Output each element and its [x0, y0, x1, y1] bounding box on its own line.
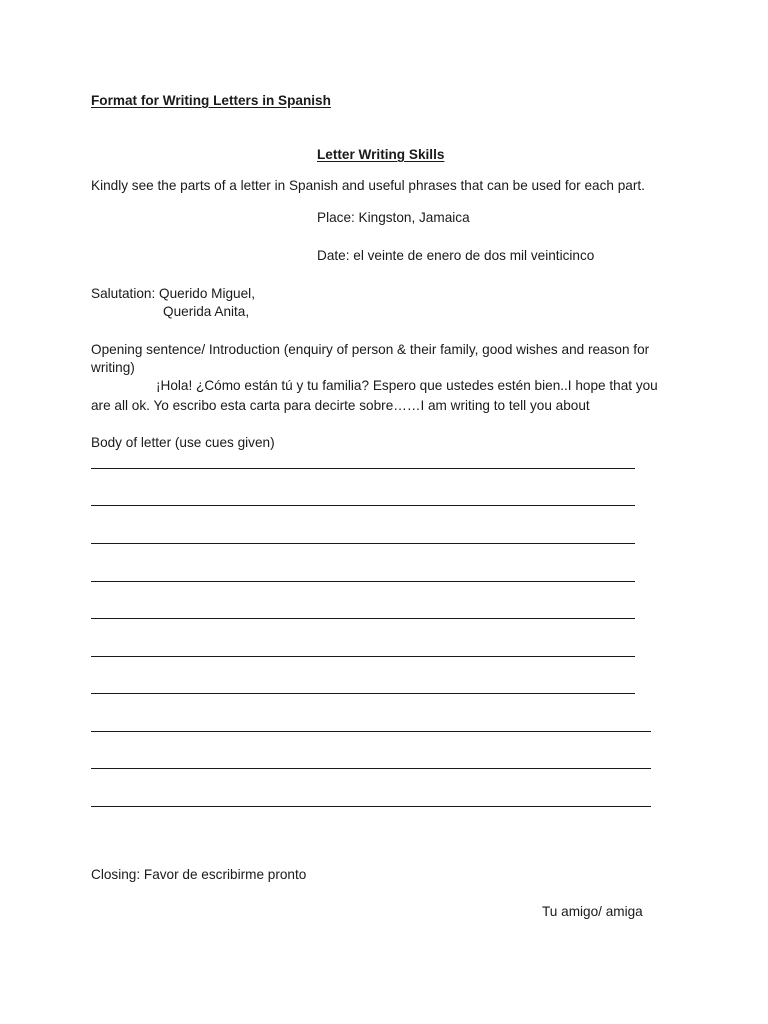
body-label: Body of letter (use cues given): [91, 435, 275, 450]
opening-line-4: are all ok. Yo escribo esta carta para decirte sobre……I am writing to tell you about: [91, 398, 590, 413]
date-line: Date: el veinte de enero de dos mil veinticinco: [317, 248, 595, 263]
salutation-line-1: Salutation: Querido Miguel,: [91, 286, 255, 301]
writing-line: [91, 656, 635, 657]
document-subtitle: Letter Writing Skills: [317, 147, 445, 162]
writing-line: [91, 581, 635, 582]
signoff-line: Tu amigo/ amiga: [542, 904, 643, 919]
opening-line-3: ¡Hola! ¿Cómo están tú y tu familia? Espero que ustedes estén bien..I hope that you: [156, 378, 658, 393]
writing-line: [91, 618, 635, 619]
closing-line: Closing: Favor de escribirme pronto: [91, 867, 307, 882]
intro-text: Kindly see the parts of a letter in Spanish and useful phrases that can be used for each part.: [91, 178, 645, 193]
writing-line: [91, 505, 635, 506]
opening-line-1: Opening sentence/ Introduction (enquiry of person & their family, good wishes and reason for: [91, 342, 650, 357]
writing-line: [91, 543, 635, 544]
document-title: Format for Writing Letters in Spanish: [91, 93, 331, 108]
writing-line: [91, 806, 651, 807]
writing-line: [91, 693, 635, 694]
place-line: Place: Kingston, Jamaica: [317, 210, 470, 225]
opening-line-2: writing): [91, 360, 135, 375]
writing-line: [91, 768, 651, 769]
salutation-line-2: Querida Anita,: [163, 304, 250, 319]
writing-line: [91, 468, 635, 469]
writing-line: [91, 731, 651, 732]
